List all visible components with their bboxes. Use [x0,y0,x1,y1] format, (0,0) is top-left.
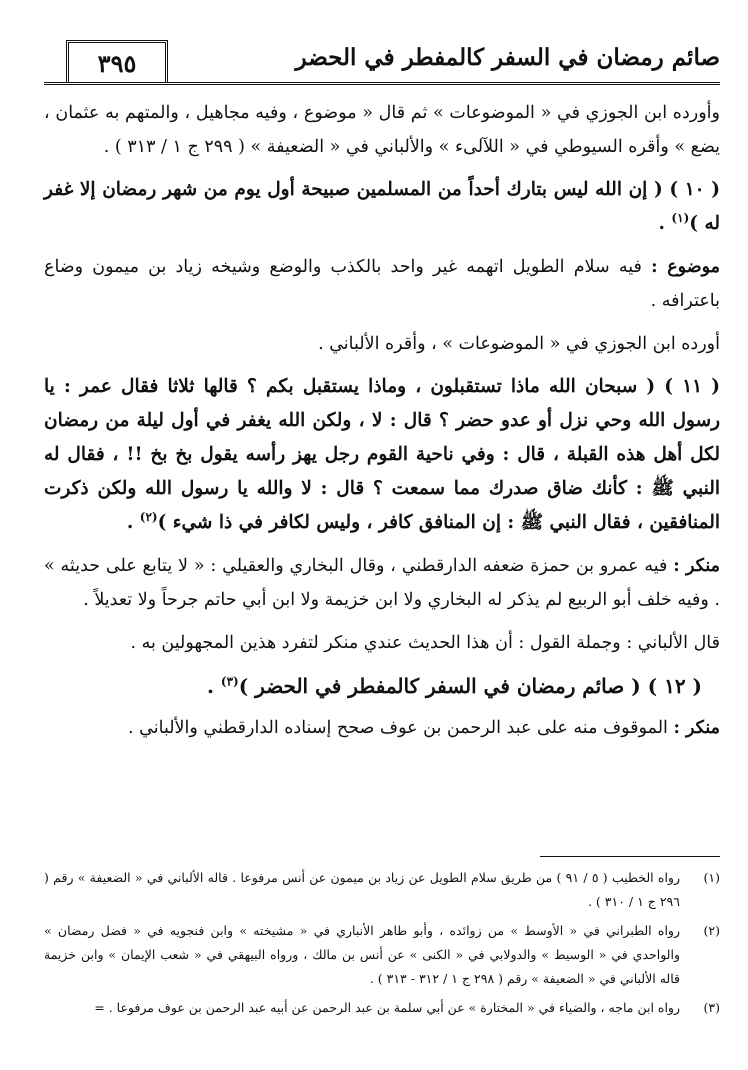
footnote-ref-3: (٣) [220,674,239,689]
footnotes [44,866,720,1025]
page-number: ٣٩٥ [66,40,168,83]
grading-12-text: الموقوف منه على عبد الرحمن بن عوف صحح إسناده الدارقطني والألباني . [128,718,674,738]
hadith-11 [44,370,720,540]
hadith-11-end: . [126,512,140,533]
paragraph-1: وأورده ابن الجوزي في « الموضوعات » ثم قال « موضوع ، وفيه مجاهيل ، والمتهم به عثمان ، يضع » وأقره السيوطي في « اللآلىء » والألباني في « الضعيفة » ( ٢٩٩ ج ١ / ٣١٣ ) . [44,103,720,157]
footnote-number: (١) [703,870,720,885]
hadith-12 [44,669,720,703]
footnote-number: (٢) [703,923,720,938]
hadith-10-text: ( ١٠ ) ( إن الله ليس بتارك أحداً من المسلمين صبيحة أول يوم من شهر رمضان إلا غفر له ) [44,179,720,234]
grading-11 [44,549,720,617]
hadith-12-text: ( ١٢ ) ( صائم رمضان في السفر كالمفطر في الحضر ) [238,674,702,698]
grading-11-text: فيه عمرو بن حمزة ضعفه الدارقطني ، وقال البخاري والعقيلي : « لا يتابع على حديثه » . وفيه خلف أبو الربيع لم يذكر له البخاري ولا ابن خزيمة ولا ابن أبي حاتم جرحاً ولا تعديلاً . [44,556,720,610]
grading-10 [44,250,720,318]
grading-10-text: فيه سلام الطويل اتهمه غير واحد بالكذب والوضع وشيخه زياد بن ميمون وضاع باعترافه . [44,257,720,311]
footnote-text: رواه ابن ماجه ، والضياء في « المختارة » عن أبي سلمة بن عبد الرحمن عن أبيه عبد الرحمن بن عوف مرفوعا . = [94,1000,680,1015]
hadith-10 [44,173,720,241]
footnote-divider [540,856,720,857]
hadith-12-end: . [206,674,221,698]
running-title: صائم رمضان في السفر كالمفطر في الحضر [295,44,720,71]
grading-12 [44,711,720,745]
footnote-3 [44,996,720,1020]
footnote-2 [44,919,720,991]
page-header [44,40,720,85]
page-body [44,96,720,754]
paragraph-7: قال الألباني : وجملة القول : أن هذا الحديث عندي منكر لتفرد هذين المجهولين به . [130,633,720,653]
footnote-number: (٣) [703,1000,720,1015]
paragraph-4: أورده ابن الجوزي في « الموضوعات » ، وأقره الألباني . [318,334,720,354]
footnote-text: رواه الطبراني في « الأوسط » من زوائده ، وأبو طاهر الأنباري في « مشيخته » وابن فنجويه في « فضل رمضان » والواحدي في « الوسيط » والدولابي في « الكنى » عن أنس بن مالك ، ورواه البيهقي في « شعب الإيمان » وابن خزيمة قاله الألباني في « الضعيفة » رقم ( ٢٩٨ ج ١ / ٣١٢ - ٣١٣ ) . [44,923,680,986]
footnote-1 [44,866,720,914]
hadith-10-end: . [658,213,672,234]
book-page [44,30,720,1050]
grading-12-label: منكر : [673,718,720,738]
grading-11-label: منكر : [673,556,720,576]
footnote-text: رواه الخطيب ( ٥ / ٩١ ) من طريق سلام الطويل عن زياد بن ميمون عن أنس مرفوعا . قاله الألباني في « الضعيفة » رقم ( ٢٩٦ ج ١ / ٣١٠ ) . [44,870,680,909]
hadith-11-text: ( ١١ ) ( سبحان الله ماذا تستقبلون ، وماذا يستقبل بكم ؟ قالها ثلاثا فقال عمر : يا رسول الله وحي نزل أو عدو حضر ؟ قال : لا ، ولكن الله يغفر في أول ليلة من رمضان لكل أهل هذه القبلة ، قال : وفي ناحية القوم رجل يهز رأسه يقول بخ بخ !! ، فقال له النبي ﷺ : كأنك ضاق صدرك مما سمعت ؟ قال : لا والله يا رسول الله ولكن ذكرت المنافقين ، فقال النبي ﷺ : إن المنافق كافر ، وليس لكافر في ذا شيء ) [44,376,720,533]
footnote-ref-2: (٢) [139,509,158,524]
footnote-ref-1: (١) [671,210,690,225]
grading-10-label: موضوع : [651,257,720,277]
